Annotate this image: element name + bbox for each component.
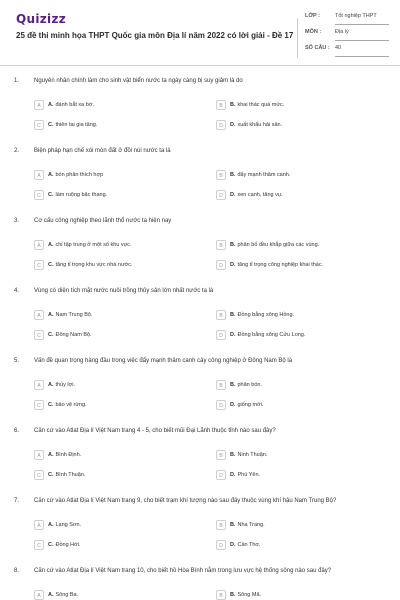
meta-label: SỐ CÂU : <box>305 45 330 51</box>
option-label: C. <box>48 262 54 268</box>
option-letter-box: C <box>34 260 44 270</box>
option-label: D. <box>230 262 236 268</box>
question-text: Căn cứ vào Atlat Địa lí Việt Nam trang 4 - 5, cho biết mũi Đại Lãnh thuộc tỉnh nào sau đây? <box>34 428 276 434</box>
option-value: Sông Mã. <box>237 592 262 598</box>
option-letter-box: D <box>216 260 226 270</box>
option-text <box>230 472 260 478</box>
question-6 <box>0 428 400 488</box>
option-label: D. <box>230 402 236 408</box>
option-label: B. <box>230 242 236 248</box>
option-label: B. <box>230 382 236 388</box>
option-text <box>230 242 319 248</box>
option-text <box>230 382 262 388</box>
option-letter-box: C <box>34 470 44 480</box>
question-7 <box>0 498 400 558</box>
option-value: bảo vệ rừng. <box>55 402 87 408</box>
option-label: A. <box>48 382 54 388</box>
meta-row-subject <box>297 26 389 42</box>
option-label: D. <box>230 542 236 548</box>
option-text <box>48 382 75 388</box>
option-value: xuất khẩu hải sản. <box>237 122 283 128</box>
option-label: C. <box>48 122 54 128</box>
option-value: bón phân thích hợp <box>55 172 104 178</box>
option-value: đánh bắt xa bờ. <box>55 102 94 108</box>
option-text <box>48 522 81 528</box>
option-label: A. <box>48 172 54 178</box>
worksheet-header <box>0 0 400 64</box>
option-label: D. <box>230 122 236 128</box>
option-text <box>48 172 103 178</box>
question-text: Biện pháp hạn chế xói mòn đất ở đồi núi nước ta là <box>34 148 171 154</box>
option-value: Nha Trang. <box>237 522 265 528</box>
option-text <box>48 542 81 548</box>
option-letter-box: D <box>216 400 226 410</box>
option-letter-box: A <box>34 240 44 250</box>
option-letter-box: B <box>216 240 226 250</box>
question-number: 4. <box>14 288 20 294</box>
question-number: 7. <box>14 498 20 504</box>
option-label: A. <box>48 312 54 318</box>
option-value: xen canh, tăng vụ. <box>237 192 283 198</box>
option-value: phân bón. <box>237 382 262 388</box>
option-letter-box: D <box>216 190 226 200</box>
question-text: Căn cứ vào Atlat Địa lí Việt Nam trang 9, cho biết trạm khí tượng nào sau đây thuộc vùng khí hậu Nam Trung Bộ? <box>34 498 337 504</box>
option-text <box>230 542 261 548</box>
option-letter-box: A <box>34 170 44 180</box>
option-label: A. <box>48 592 54 598</box>
option-text <box>230 262 323 268</box>
option-label: D. <box>230 332 236 338</box>
option-value: Bình Thuận. <box>55 472 86 478</box>
option-letter-box: B <box>216 520 226 530</box>
option-label: D. <box>230 472 236 478</box>
option-value: thủy lợi. <box>55 382 76 388</box>
option-text <box>230 122 282 128</box>
option-letter-box: A <box>34 450 44 460</box>
question-number: 5. <box>14 358 20 364</box>
option-text <box>48 402 87 408</box>
option-value: Nam Trung Bộ. <box>55 312 93 318</box>
question-5 <box>0 358 400 418</box>
option-letter-box: A <box>34 380 44 390</box>
option-label: B. <box>230 522 236 528</box>
option-letter-box: B <box>216 100 226 110</box>
option-letter-box: C <box>34 190 44 200</box>
question-2 <box>0 148 400 208</box>
option-letter-box: A <box>34 590 44 600</box>
option-value: Đông Nam Bộ. <box>55 332 92 338</box>
option-letter-box: A <box>34 520 44 530</box>
option-text <box>48 592 78 598</box>
option-text <box>230 332 305 338</box>
meta-value: Địa lý <box>335 29 349 35</box>
option-label: B. <box>230 592 236 598</box>
option-text <box>230 192 282 198</box>
option-value: làm ruộng bậc thang. <box>55 192 108 198</box>
option-text <box>230 452 267 458</box>
option-label: A. <box>48 522 54 528</box>
option-label: C. <box>48 472 54 478</box>
option-value: Bình Định. <box>55 452 82 458</box>
meta-underline <box>335 24 389 25</box>
option-label: C. <box>48 542 54 548</box>
meta-row-class <box>297 10 389 26</box>
question-1 <box>0 78 400 138</box>
option-text <box>48 472 85 478</box>
option-label: A. <box>48 452 54 458</box>
option-text <box>230 102 284 108</box>
meta-underline <box>335 40 389 41</box>
option-value: tăng tỉ trọng công nghiệp khai thác. <box>237 262 324 268</box>
question-text: Vùng có diện tích mặt nước nuôi trồng thủy sản lớn nhất nước ta là <box>34 288 214 294</box>
question-text: Cơ cấu công nghiệp theo lãnh thổ nước ta hiện nay <box>34 218 172 224</box>
option-value: Đồng bằng sông Hồng. <box>237 312 295 318</box>
question-number: 1. <box>14 78 20 84</box>
option-letter-box: B <box>216 310 226 320</box>
option-letter-box: D <box>216 470 226 480</box>
option-letter-box: A <box>34 100 44 110</box>
option-text <box>230 312 294 318</box>
option-label: C. <box>48 332 54 338</box>
meta-value: Tốt nghiệp THPT <box>335 13 377 19</box>
question-text: Nguyên nhân chính làm cho sinh vật biển nước ta ngày càng bị suy giảm là do <box>34 78 243 84</box>
option-text <box>48 262 133 268</box>
option-text <box>230 402 263 408</box>
option-letter-box: C <box>34 120 44 130</box>
question-3 <box>0 218 400 278</box>
question-number: 2. <box>14 148 20 154</box>
question-number: 3. <box>14 218 20 224</box>
option-label: A. <box>48 102 54 108</box>
option-value: Đồng bằng sông Cửu Long. <box>237 332 306 338</box>
option-text <box>48 122 97 128</box>
option-text <box>230 522 265 528</box>
option-value: Ninh Thuận. <box>237 452 268 458</box>
option-value: thiên tai gia tăng. <box>55 122 98 128</box>
option-letter-box: C <box>34 540 44 550</box>
option-text <box>48 332 92 338</box>
option-letter-box: A <box>34 310 44 320</box>
option-value: Cần Thơ. <box>237 542 261 548</box>
page-title: 25 đề thi minh họa THPT Quốc gia môn Địa lí năm 2022 có lời giải - Đề 17 <box>16 31 294 40</box>
option-label: B. <box>230 452 236 458</box>
option-value: khai thác quá mức. <box>237 102 285 108</box>
question-8 <box>0 568 400 600</box>
option-text <box>48 312 93 318</box>
option-text <box>48 102 94 108</box>
question-4 <box>0 288 400 348</box>
option-letter-box: C <box>34 400 44 410</box>
option-text <box>230 172 290 178</box>
option-label: A. <box>48 242 54 248</box>
meta-row-count <box>297 42 389 58</box>
question-number: 8. <box>14 568 20 574</box>
option-text <box>230 592 261 598</box>
option-value: giống mới. <box>237 402 264 408</box>
question-text: Căn cứ vào Atlat Địa lí Việt Nam trang 10, cho biết hồ Hòa Bình nằm trong lưu vực hệ thống sông nào sau đây? <box>34 568 332 574</box>
option-value: chỉ tập trung ở một số khu vực. <box>55 242 132 248</box>
option-letter-box: B <box>216 590 226 600</box>
option-letter-box: B <box>216 450 226 460</box>
option-label: B. <box>230 312 236 318</box>
option-value: Đồng Hới. <box>55 542 81 548</box>
meta-underline <box>335 56 389 57</box>
meta-box <box>297 10 389 58</box>
meta-label: LỚP : <box>305 13 320 19</box>
option-value: phân bố đều khắp giữa các vùng. <box>237 242 320 248</box>
header-divider <box>0 65 400 66</box>
option-value: Phú Yên. <box>237 472 261 478</box>
option-letter-box: D <box>216 120 226 130</box>
option-letter-box: B <box>216 380 226 390</box>
option-value: tăng tỉ trọng khu vực nhà nước. <box>55 262 133 268</box>
meta-label: MÔN : <box>305 29 322 35</box>
option-text <box>48 192 107 198</box>
option-value: đẩy mạnh thâm canh. <box>237 172 291 178</box>
question-number: 6. <box>14 428 20 434</box>
option-label: B. <box>230 102 236 108</box>
meta-value: 40 <box>335 45 342 51</box>
option-label: C. <box>48 402 54 408</box>
option-letter-box: D <box>216 540 226 550</box>
option-letter-box: B <box>216 170 226 180</box>
option-text <box>48 242 132 248</box>
option-letter-box: C <box>34 330 44 340</box>
option-letter-box: D <box>216 330 226 340</box>
option-label: D. <box>230 192 236 198</box>
option-label: B. <box>230 172 236 178</box>
option-value: Sông Ba. <box>55 592 79 598</box>
option-value: Lạng Sơn. <box>55 522 82 528</box>
quizizz-logo: Quizizz <box>16 12 67 26</box>
option-label: C. <box>48 192 54 198</box>
question-text: Vấn đề quan trọng hàng đầu trong việc đẩy mạnh thâm canh cây công nghiệp ở Đông Nam Bộ là <box>34 358 293 364</box>
option-text <box>48 452 81 458</box>
